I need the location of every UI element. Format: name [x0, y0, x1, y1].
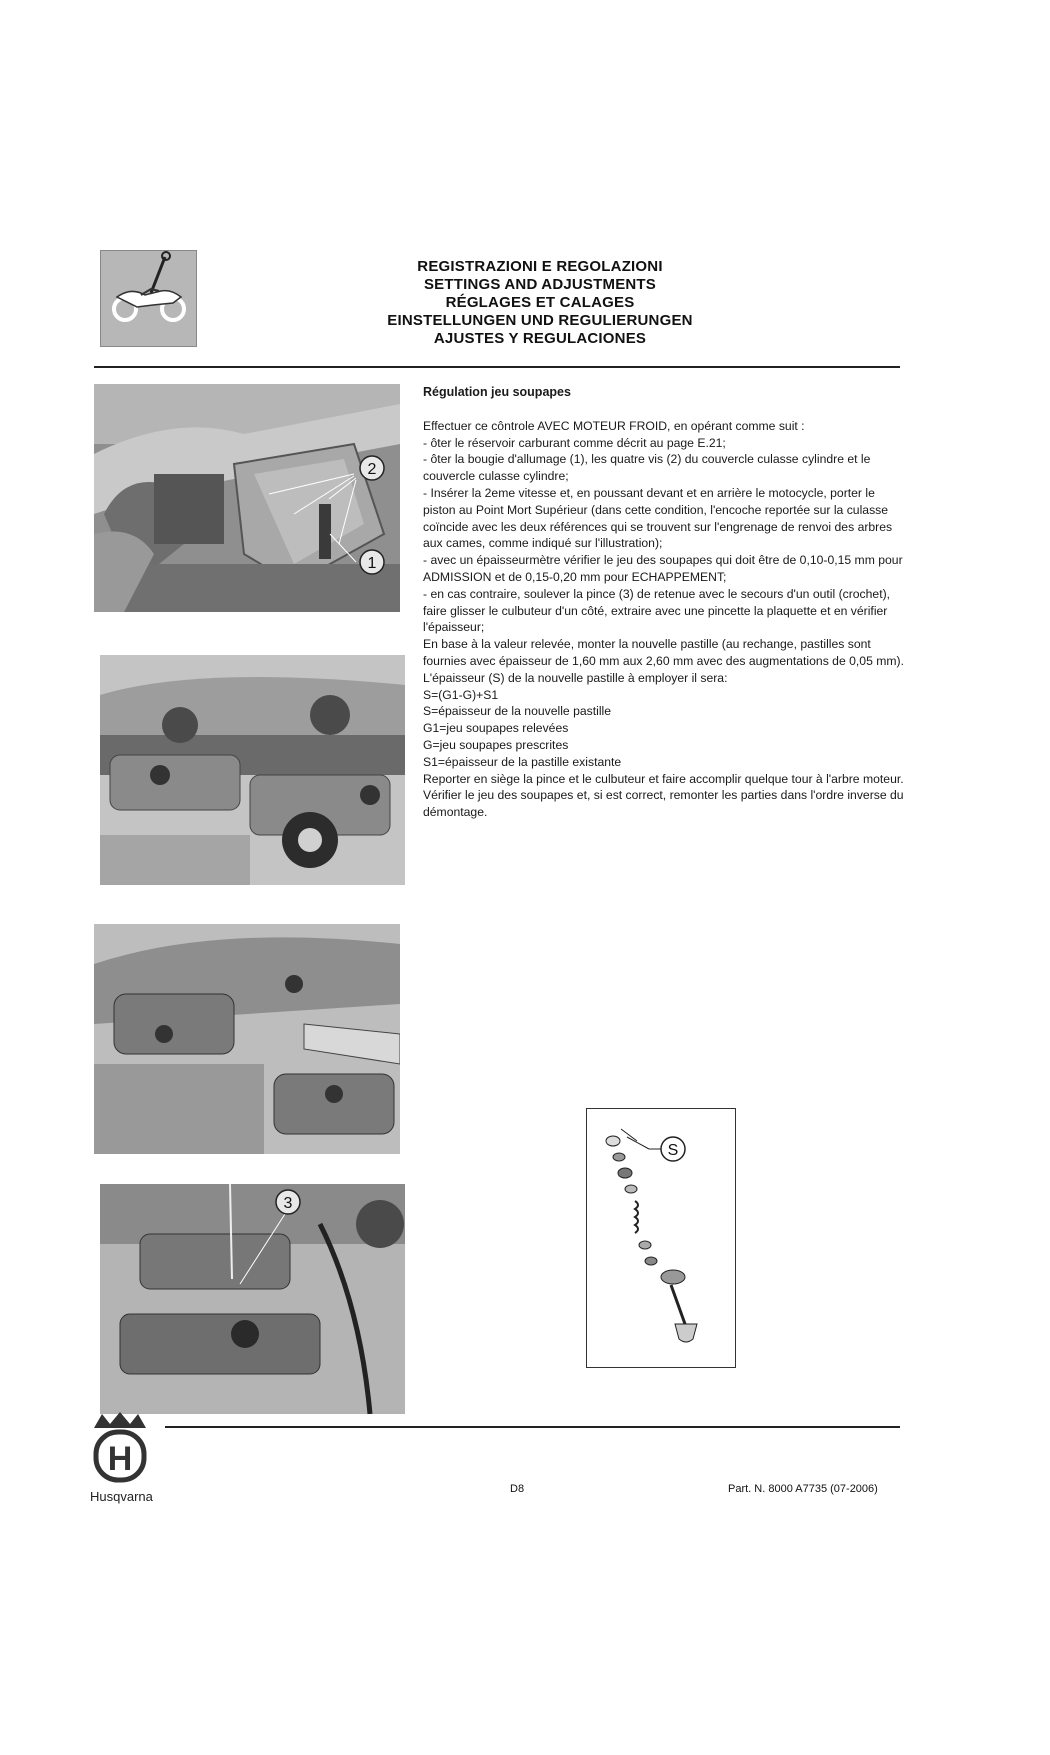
paragraph: Effectuer ce côntrole AVEC MOTEUR FROID, en opérant comme suit :: [423, 418, 805, 433]
callout-1: 1: [367, 555, 377, 572]
photo-retaining-clip: [100, 1184, 405, 1414]
paragraph: - avec un épaisseurmètre vérifier le jeu des soupapes qui doit être de 0,10-0,15 mm pour ADMISSION et de 0,15-0,20 mm pour ECHAPPEMENT;: [423, 553, 903, 584]
valve-shim-diagram: [586, 1108, 736, 1368]
husqvarna-logo: [90, 1410, 170, 1504]
title-english: SETTINGS AND ADJUSTMENTS: [423, 276, 657, 293]
paragraph: - ôter le réservoir carburant comme décrit au page E.21;: [423, 435, 726, 450]
brand-name: Husqvarna: [90, 1489, 153, 1504]
photo-cylinder-head-cover: [94, 384, 400, 612]
title-spanish: AJUSTES Y REGULACIONES: [433, 330, 647, 347]
header-titles: [320, 258, 760, 348]
title-italian: REGISTRAZIONI E REGOLAZIONI: [417, 258, 663, 275]
paragraph: L'épaisseur (S) de la nouvelle pastille à employer il sera:: [423, 670, 728, 685]
callout-2: 2: [367, 461, 377, 478]
paragraph: Vérifier le jeu des soupapes et, si est correct, remonter les parties dans l'ordre inverse du démontage.: [423, 788, 904, 820]
shim-label: S: [667, 1142, 679, 1159]
formula-legend: G=jeu soupapes prescrites: [423, 737, 569, 752]
photo-feeler-gauge: [94, 924, 400, 1154]
svg-text:H: H: [107, 1440, 133, 1478]
formula-legend: S1=épaisseur de la pastille existante: [423, 754, 622, 769]
paragraph: En base à la valeur relevée, monter la nouvelle pastille (au rechange, pastilles sont fournies avec épaisseur de 1,60 mm aux 2,60 mm avec des augmentations de 0,05 mm).: [423, 637, 904, 668]
part-number: Part. N. 8000 A7735 (07-2006): [728, 1483, 878, 1495]
header-rule: [94, 366, 900, 368]
page-number: D8: [510, 1483, 525, 1495]
footer-rule: [165, 1426, 900, 1428]
instructions-column: [423, 384, 905, 821]
paragraph: - ôter la bougie d'allumage (1), les quatre vis (2) du couvercle culasse cylindre et le couvercle culasse cylindre;: [423, 452, 871, 484]
title-french: RÉGLAGES ET CALAGES: [445, 294, 635, 311]
crown-h-icon: [90, 1410, 150, 1484]
paragraph: - en cas contraire, soulever la pince (3) de retenue avec le secours d'un outil (crochet), faire glisser le culbuteur d'un côté, extraire avec une pincette la plaquette et en vérifier l'épaisseur;: [423, 586, 891, 635]
formula: S=(G1-G)+S1: [423, 687, 499, 702]
paragraph: Reporter en siège la pince et le culbuteur et faire accomplir quelque tour à l'arbre moteur.: [423, 771, 904, 786]
motorcycle-wrench-icon: [100, 250, 197, 347]
formula-legend: S=épaisseur de la nouvelle pastille: [423, 704, 612, 719]
section-title: Régulation jeu soupapes: [423, 385, 571, 399]
photo-camshafts: [100, 655, 405, 885]
paragraph: - Insérer la 2eme vitesse et, en poussant devant et en arrière le motocycle, porter le piston au Point Mort Supérieur (dans cette condition, l'encoche reportée sur la culasse coïncide avec les deux références qui se trouvent sur l'engrenage de renvoi des arbres aux cames, comme indiqué sur l'illustration);: [423, 485, 893, 551]
title-german: EINSTELLUNGEN UND REGULIERUNGEN: [387, 312, 693, 329]
callout-3: 3: [283, 1195, 293, 1212]
formula-legend: G1=jeu soupapes relevées: [423, 721, 569, 736]
